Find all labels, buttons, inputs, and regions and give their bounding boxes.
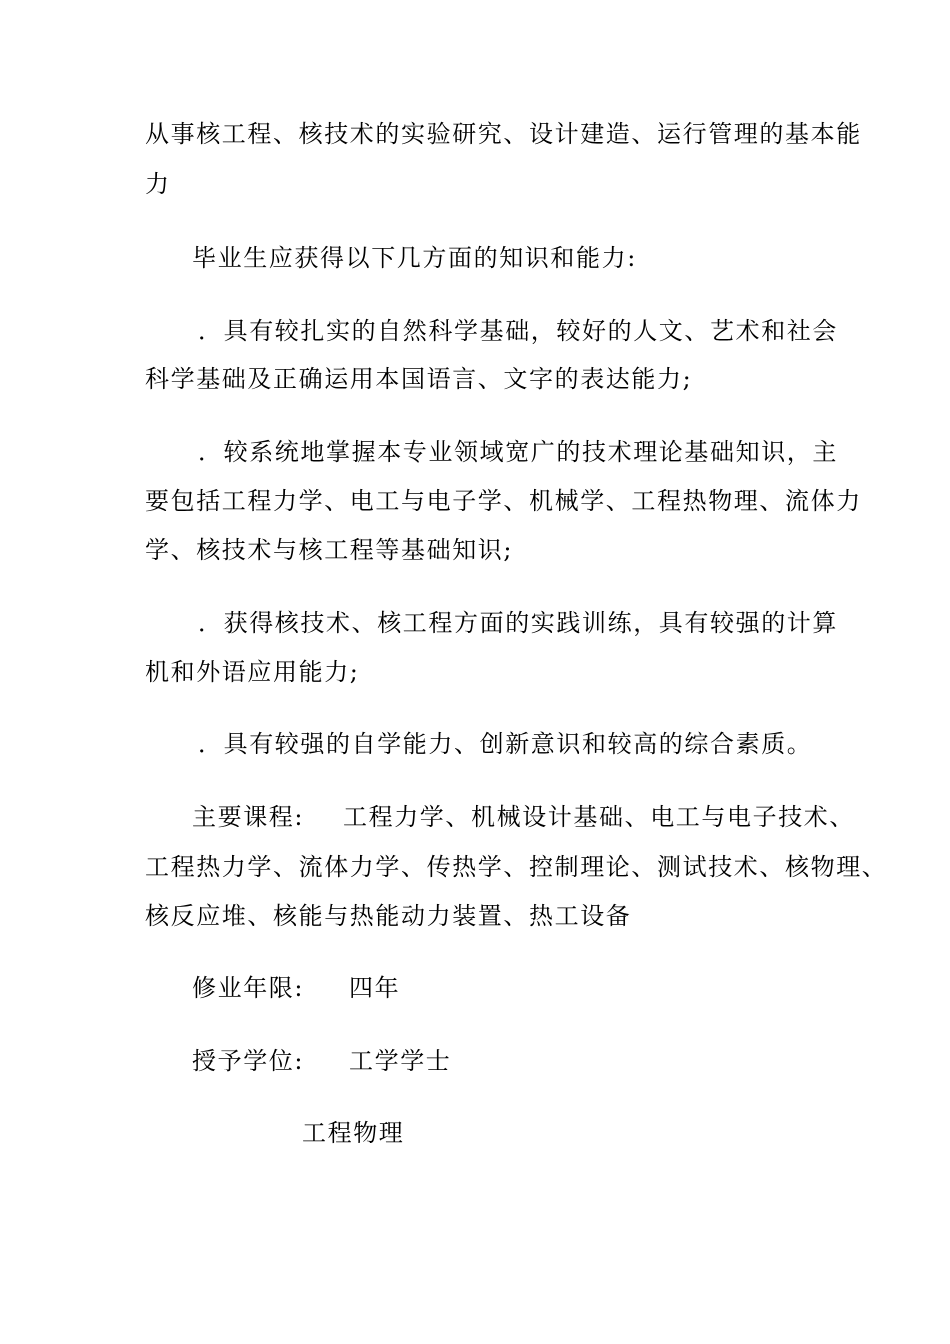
item4-line-1: ．具有较强的自学能力、创新意识和较高的综合素质。	[198, 730, 813, 758]
degree-label: 授予学位:	[192, 1047, 305, 1075]
degree-value: 工学学士	[349, 1047, 452, 1075]
item3-line-2: 机和外语应用能力;	[145, 658, 360, 686]
item1-line-1: ．具有较扎实的自然科学基础，较好的人文、艺术和社会	[198, 317, 838, 345]
courses-label: 主要课程:	[192, 803, 305, 831]
intro-line-1: 从事核工程、核技术的实验研究、设计建造、运行管理的基本能	[145, 120, 862, 148]
item2-line-1: ．较系统地掌握本专业领域宽广的技术理论基础知识，主	[198, 438, 838, 466]
requirements-heading: 毕业生应获得以下几方面的知识和能力:	[192, 244, 637, 272]
item2-line-2: 要包括工程力学、电工与电子学、机械学、工程热物理、流体力	[145, 487, 862, 515]
courses-line-2: 工程热力学、流体力学、传热学、控制理论、测试技术、核物理、	[145, 853, 888, 881]
item3-line-1: ．获得核技术、核工程方面的实践训练，具有较强的计算	[198, 609, 838, 637]
courses-line-3: 核反应堆、核能与热能动力装置、热工设备	[145, 902, 632, 930]
item2-line-3: 学、核技术与核工程等基础知识;	[145, 536, 514, 564]
intro-line-2: 力	[145, 170, 171, 198]
item1-line-2: 科学基础及正确运用本国语言、文字的表达能力;	[145, 365, 693, 393]
duration-label: 修业年限:	[192, 974, 305, 1002]
next-section-heading: 工程物理	[302, 1119, 405, 1147]
courses-line-1: 工程力学、机械设计基础、电工与电子技术、	[343, 803, 855, 831]
duration-value: 四年	[349, 974, 401, 1002]
